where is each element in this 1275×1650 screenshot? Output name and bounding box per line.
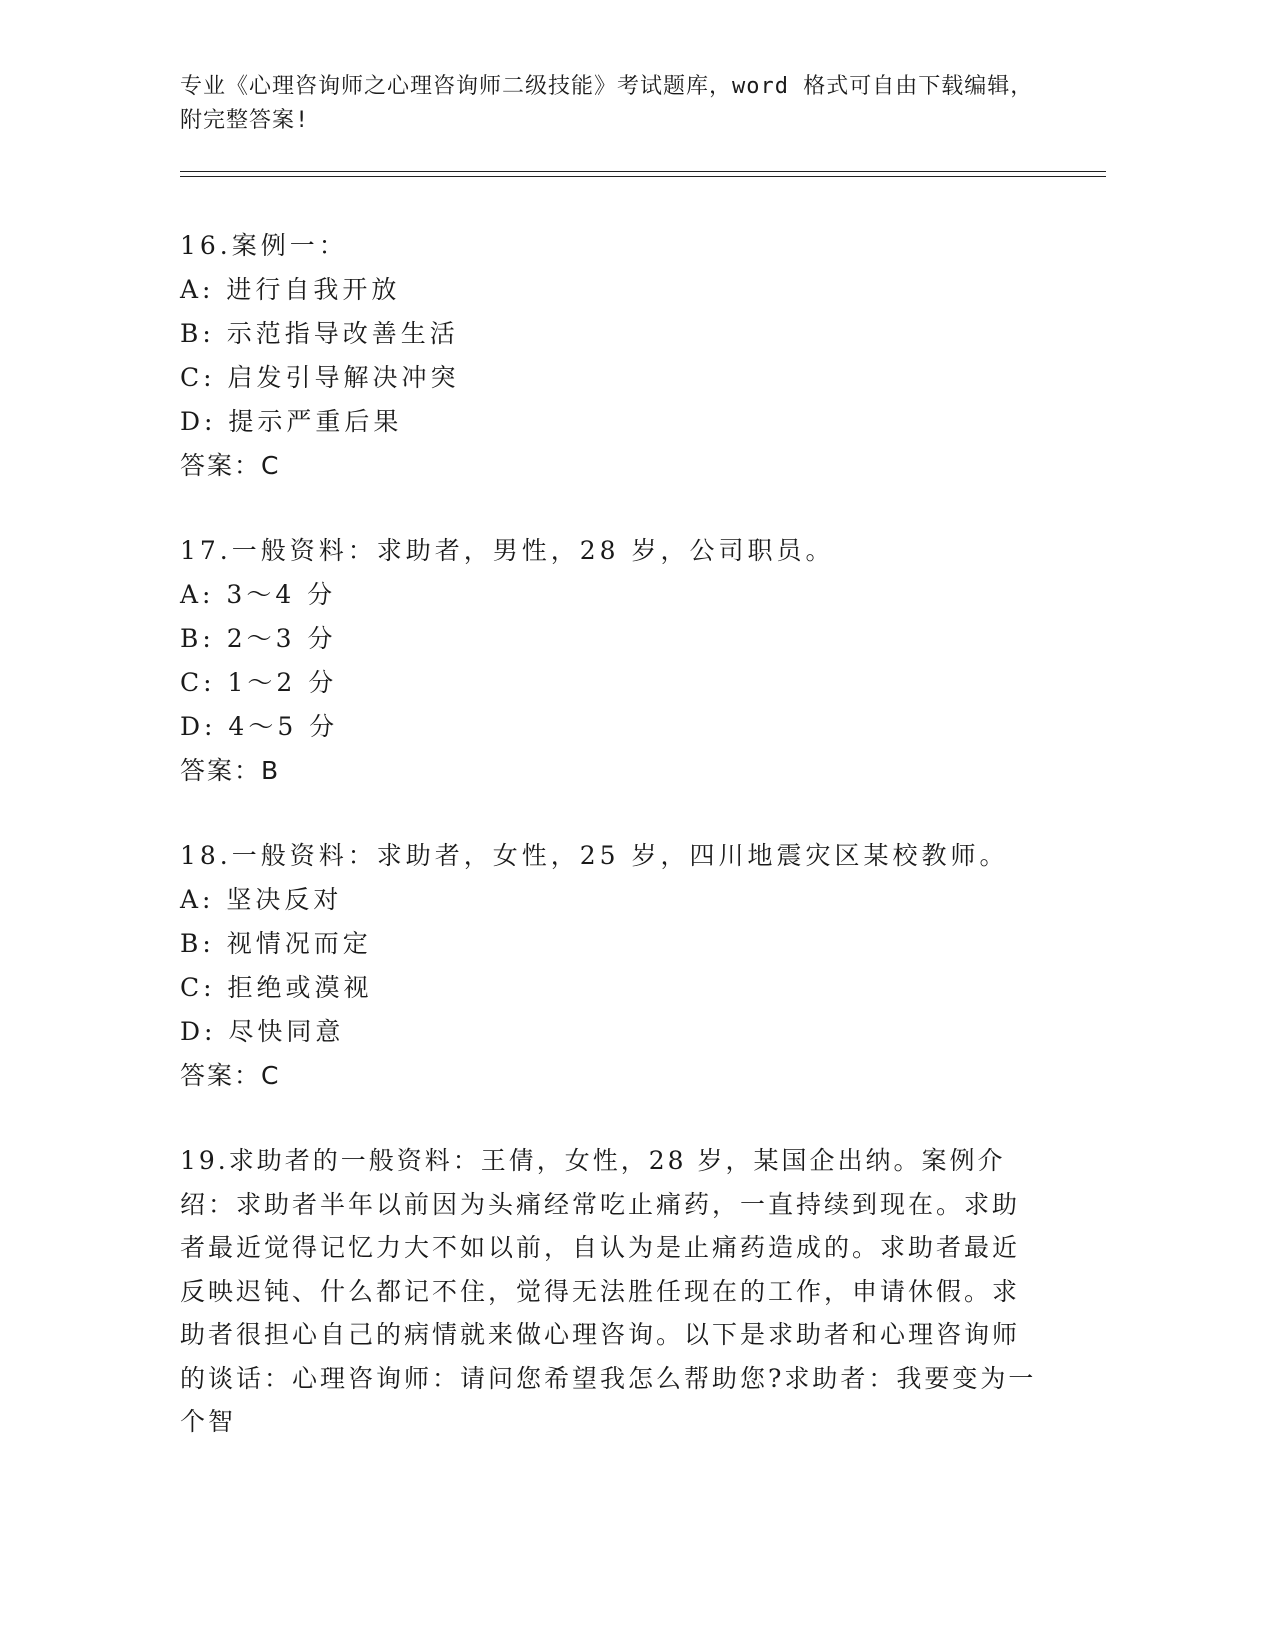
question-stem: 18.一般资料：求助者，女性，25 岁，四川地震灾区某校教师。: [180, 841, 1009, 870]
question-stem: 19.求助者的一般资料：王倩，女性，28 岁，某国企出纳。案例介绍：求助者半年以前因为头痛经常吃止痛药，一直持续到现在。求助者最近觉得记忆力大不如以前，自认为是止痛药造成的。求助者最近反映迟钝、什么都记不住，觉得无法胜任现在的工作，申请休假。求助者很担心自己的病情就来做心理咨询。以下是求助者和心理咨询师的谈话：心理咨询师：请问您希望我怎么帮助您?求助者：我要变为一个智: [180, 1146, 1037, 1436]
document-header: 专业《心理咨询师之心理咨询师二级技能》考试题库，word 格式可自由下载编辑，附完整答案!: [180, 74, 1034, 133]
option-d: D: 提示严重后果: [180, 407, 403, 436]
option-d: D: 尽快同意: [180, 1017, 345, 1046]
option-a: A: 3～4 分: [180, 580, 337, 609]
answer: 答案：C: [180, 1061, 281, 1090]
header-divider-top: [180, 171, 1106, 172]
option-c: C: 拒绝或漠视: [180, 973, 373, 1002]
option-a: A: 坚决反对: [180, 885, 343, 914]
option-c: C: 启发引导解决冲突: [180, 363, 460, 392]
option-b: B: 2～3 分: [180, 624, 337, 653]
question-16: [180, 224, 1040, 488]
option-a: A: 进行自我开放: [180, 275, 401, 304]
option-b: B: 示范指导改善生活: [180, 319, 459, 348]
question-17: [180, 529, 1040, 793]
option-b: B: 视情况而定: [180, 929, 372, 958]
question-19: [180, 1139, 1040, 1444]
answer: 答案：B: [180, 756, 281, 785]
option-c: C: 1～2 分: [180, 668, 338, 697]
question-stem: 17.一般资料：求助者，男性，28 岁，公司职员。: [180, 536, 835, 565]
question-stem: 16.案例一：: [180, 231, 348, 260]
question-18: [180, 834, 1040, 1098]
option-d: D: 4～5 分: [180, 712, 339, 741]
header-divider-bottom: [180, 176, 1106, 177]
answer: 答案：C: [180, 451, 281, 480]
